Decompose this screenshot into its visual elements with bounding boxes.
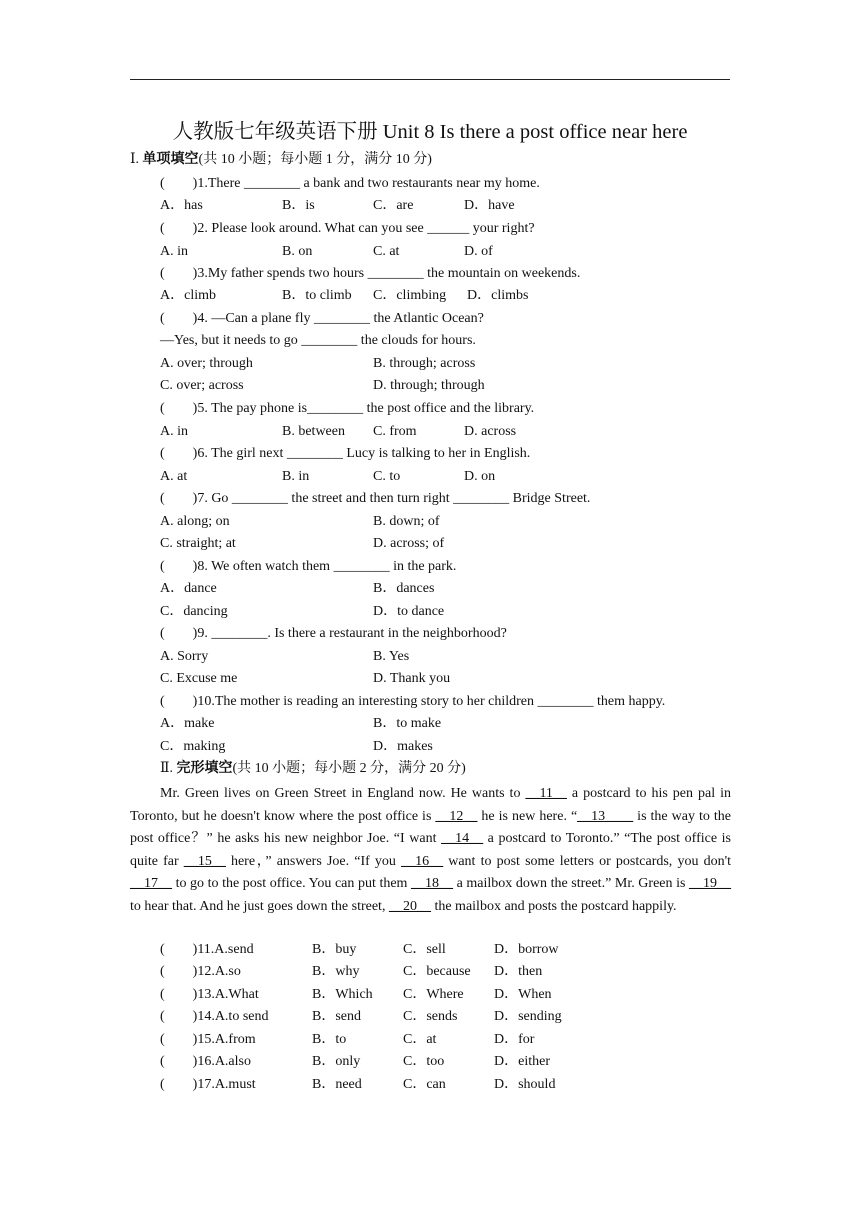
q8-option-b: B．dances bbox=[373, 581, 435, 596]
q2-option-c: C. at bbox=[373, 244, 400, 259]
cloze-13-stem: ( )13.A.What bbox=[160, 987, 259, 1002]
cloze-16-stem: ( )16.A.also bbox=[160, 1054, 251, 1069]
q3-option-c: C．climbing bbox=[373, 288, 447, 303]
question-1-stem: ( )1.There ________ a bank and two restaurants near my home. bbox=[160, 176, 540, 191]
question-5-stem: ( )5. The pay phone is________ the post office and the library. bbox=[160, 401, 535, 416]
cloze-12-stem: ( )12.A.so bbox=[160, 964, 241, 979]
cloze-14-option-b: B．send bbox=[312, 1009, 361, 1024]
question-7-stem: ( )7. Go ________ the street and then turn right ________ Bridge Street. bbox=[160, 491, 591, 506]
cloze-17-option-c: C．can bbox=[403, 1077, 446, 1092]
blank-17: __17__ bbox=[130, 876, 172, 891]
q4-option-b: B. through; across bbox=[373, 356, 476, 371]
question-3-stem: ( )3.My father spends two hours ________ the mountain on weekends. bbox=[160, 266, 581, 281]
question-4-stem: ( )4. —Can a plane fly ________ the Atlantic Ocean? bbox=[160, 311, 484, 326]
question-2-stem: ( )2. Please look around. What can you see ______ your right? bbox=[160, 221, 535, 236]
cloze-15-option-c: C．at bbox=[403, 1032, 437, 1047]
q7-option-d: D. across; of bbox=[373, 536, 445, 551]
q6-option-a: A. at bbox=[160, 469, 188, 484]
q6-option-d: D. on bbox=[464, 469, 496, 484]
q9-option-a: A. Sorry bbox=[160, 649, 209, 664]
cloze-11-stem: ( )11.A.send bbox=[160, 942, 254, 957]
q9-option-b: B. Yes bbox=[373, 649, 410, 664]
q3-option-b: B．to climb bbox=[282, 288, 352, 303]
q10-option-b: B．to make bbox=[373, 716, 442, 731]
q8-option-c: C．dancing bbox=[160, 604, 228, 619]
q1-option-c: C．are bbox=[373, 198, 414, 213]
q4-option-c: C. over; across bbox=[160, 378, 244, 393]
q9-option-d: D. Thank you bbox=[373, 671, 451, 686]
cloze-12-option-b: B．why bbox=[312, 964, 360, 979]
q3-option-d: D．climbs bbox=[467, 288, 529, 303]
cloze-15-option-d: D．for bbox=[494, 1032, 535, 1047]
q4-option-a: A. over; through bbox=[160, 356, 253, 371]
q5-option-a: A. in bbox=[160, 424, 188, 439]
q9-option-c: C. Excuse me bbox=[160, 671, 238, 686]
cloze-14-option-d: D．sending bbox=[494, 1009, 562, 1024]
q5-option-b: B. between bbox=[282, 424, 345, 439]
blank-19: __19__ bbox=[689, 876, 732, 891]
section-2-number: Ⅱ. bbox=[160, 761, 177, 776]
q6-option-c: C. to bbox=[373, 469, 401, 484]
q8-option-a: A．dance bbox=[160, 581, 217, 596]
blank-18: __18__ bbox=[411, 876, 454, 891]
passage-text: to hear that. And he just goes down the street, bbox=[130, 898, 389, 914]
section-1-title: 单项填空 bbox=[142, 152, 199, 167]
cloze-11-option-d: D．borrow bbox=[494, 942, 559, 957]
question-8-stem: ( )8. We often watch them ________ in the park. bbox=[160, 559, 457, 574]
q7-option-a: A. along; on bbox=[160, 514, 230, 529]
cloze-14-option-c: C．sends bbox=[403, 1009, 458, 1024]
q5-option-c: C. from bbox=[373, 424, 417, 439]
q1-option-d: D．have bbox=[464, 198, 515, 213]
passage-text: a postcard to Toronto.” “The post office is quite far bbox=[130, 831, 731, 869]
q8-option-d: D．to dance bbox=[373, 604, 445, 619]
cloze-16-option-d: D．either bbox=[494, 1054, 550, 1069]
cloze-13-option-c: C．Where bbox=[403, 987, 464, 1002]
q1-option-b: B．is bbox=[282, 198, 315, 213]
q7-option-b: B. down; of bbox=[373, 514, 440, 529]
cloze-15-option-b: B．to bbox=[312, 1032, 347, 1047]
blank-13: __13____ bbox=[577, 808, 634, 824]
cloze-13-option-b: B．Which bbox=[312, 987, 373, 1002]
blank-15: __15__ bbox=[183, 853, 226, 869]
cloze-16-option-b: B．only bbox=[312, 1054, 361, 1069]
passage-text: a postcard to his pen pal in Toronto, but he doesn't know where the post office is bbox=[130, 786, 731, 824]
passage-text: he is new here. “ bbox=[477, 808, 578, 824]
passage-text: is the way to the post office？” he asks his new neighbor Joe. “I want bbox=[130, 808, 731, 846]
blank-20: __20__ bbox=[388, 898, 431, 914]
cloze-12-option-c: C．because bbox=[403, 964, 471, 979]
blank-14: __14__ bbox=[441, 831, 484, 846]
q7-option-c: C. straight; at bbox=[160, 536, 236, 551]
passage-text: Mr. Green lives on Green Street in England now. He wants to bbox=[160, 786, 526, 801]
section-2-scoring: (共 10 小题；每小题 2 分，满分 20 分) bbox=[232, 761, 466, 776]
cloze-17-option-b: B．need bbox=[312, 1077, 362, 1092]
cloze-passage bbox=[130, 783, 731, 918]
cloze-15-stem: ( )15.A.from bbox=[160, 1032, 256, 1047]
q2-option-d: D. of bbox=[464, 244, 493, 259]
page-title: 人教版七年级英语下册 Unit 8 Is there a post office near here bbox=[172, 121, 688, 143]
q3-option-a: A．climb bbox=[160, 288, 216, 303]
blank-16: __16__ bbox=[401, 853, 444, 869]
cloze-16-option-c: C．too bbox=[403, 1054, 445, 1069]
section-1-scoring: (共 10 小题；每小题 1 分，满分 10 分) bbox=[198, 152, 432, 167]
q2-option-a: A. in bbox=[160, 244, 188, 259]
q2-option-b: B. on bbox=[282, 244, 313, 259]
cloze-14-stem: ( )14.A.to send bbox=[160, 1009, 269, 1024]
question-9-stem: ( )9. ________. Is there a restaurant in the neighborhood? bbox=[160, 626, 507, 641]
passage-text: to go to the post office. You can put them bbox=[172, 876, 412, 891]
blank-11: __11__ bbox=[525, 786, 567, 801]
question-6-stem: ( )6. The girl next ________ Lucy is talking to her in English. bbox=[160, 446, 531, 461]
cloze-11-option-b: B．buy bbox=[312, 942, 357, 957]
passage-paragraph bbox=[130, 783, 731, 918]
section-2-heading bbox=[160, 760, 466, 778]
passage-text: want to post some letters or postcards, you don't bbox=[443, 853, 732, 869]
q6-option-b: B. in bbox=[282, 469, 310, 484]
cloze-12-option-d: D．then bbox=[494, 964, 543, 979]
q10-option-c: C．making bbox=[160, 739, 226, 754]
question-4-stem-2: —Yes, but it needs to go ________ the clouds for hours. bbox=[160, 333, 476, 348]
header-rule bbox=[130, 79, 730, 80]
section-1-number: Ⅰ. bbox=[130, 152, 143, 167]
q1-option-a: A．has bbox=[160, 198, 203, 213]
cloze-17-stem: ( )17.A.must bbox=[160, 1077, 256, 1092]
passage-text: a mailbox down the street.” Mr. Green is bbox=[453, 876, 690, 891]
q4-option-d: D. through; through bbox=[373, 378, 485, 393]
cloze-17-option-d: D．should bbox=[494, 1077, 556, 1092]
question-10-stem: ( )10.The mother is reading an interesting story to her children ________ them happy. bbox=[160, 694, 666, 709]
q10-option-a: A．make bbox=[160, 716, 215, 731]
cloze-11-option-c: C．sell bbox=[403, 942, 446, 957]
passage-text: here，” answers Joe. “If you bbox=[225, 853, 402, 869]
section-1-heading bbox=[130, 151, 432, 169]
blank-12: __12__ bbox=[435, 808, 478, 824]
q10-option-d: D．makes bbox=[373, 739, 433, 754]
cloze-13-option-d: D．When bbox=[494, 987, 552, 1002]
passage-text: the mailbox and posts the postcard happily. bbox=[430, 898, 677, 914]
section-2-title: 完形填空 bbox=[176, 761, 233, 776]
q5-option-d: D. across bbox=[464, 424, 517, 439]
